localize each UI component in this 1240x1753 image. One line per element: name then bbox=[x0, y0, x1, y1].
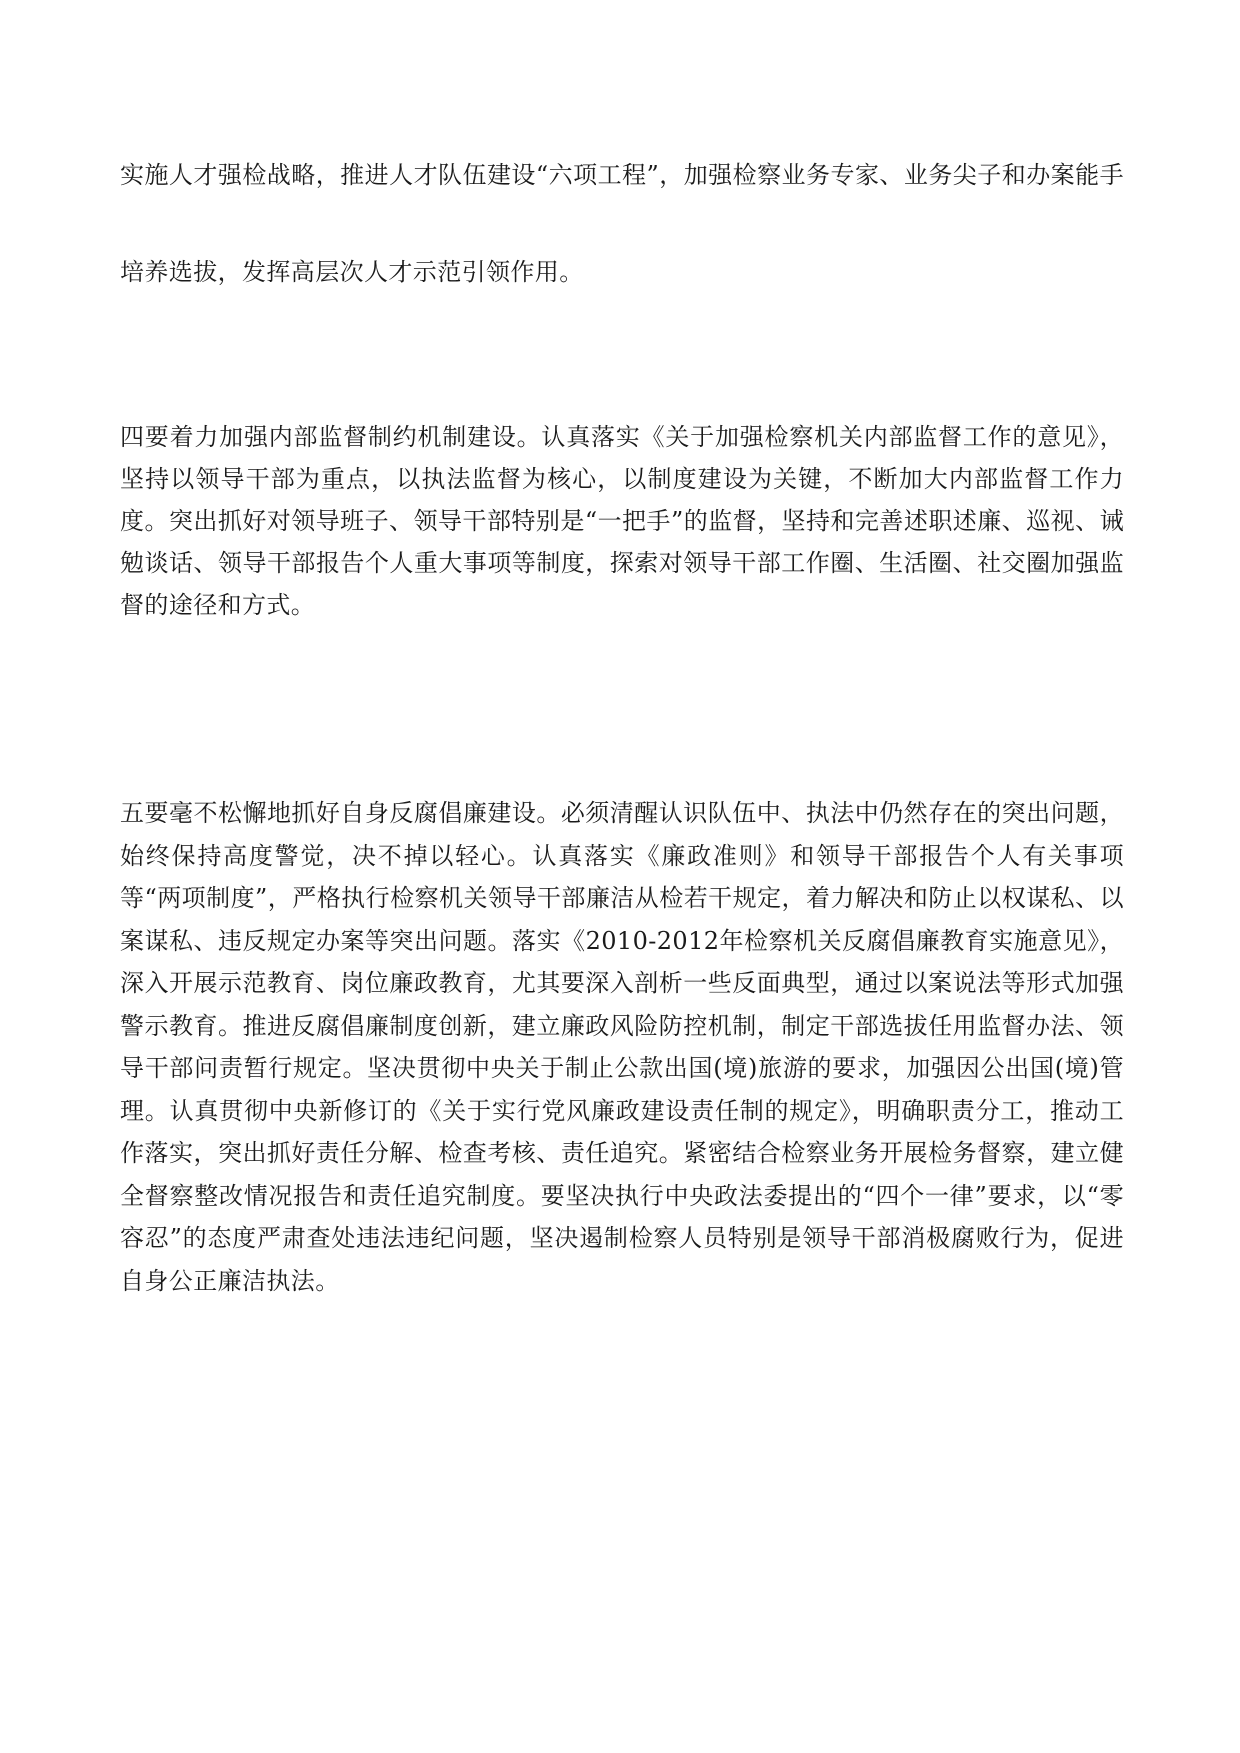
paragraph-talent-strategy: 实施人才强检战略，推进人才队伍建设“六项工程”，加强检察业务专家、业务尖子和办案能手培养选拔，发挥高层次人才示范引领作用。 bbox=[120, 161, 1124, 286]
paragraph-anti-corruption: 五要毫不松懈地抓好自身反腐倡廉建设。必须清醒认识队伍中、执法中仍然存在的突出问题，始终保持高度警觉，决不掉以轻心。认真落实《廉政准则》和领导干部报告个人有关事项等“两项制度”，严格执行检察机关领导干部廉洁从检若干规定，着力解决和防止以权谋私、以案谋私、违反规定办案等突出问题。落实《2010-2012年检察机关反腐倡廉教育实施意见》，深入开展示范教育、岗位廉政教育，尤其要深入剖析一些反面典型，通过以案说法等形式加强警示教育。推进反腐倡廉制度创新，建立廉政风险防控机制，制定干部选拔任用监督办法、领导干部问责暂行规定。坚决贯彻中央关于制止公款出国(境)旅游的要求，加强因公出国(境)管理。认真贯彻中央新修订的《关于实行党风廉政建设责任制的规定》，明确职责分工，推动工作落实，突出抓好责任分解、检查考核、责任追究。紧密结合检察业务开展检务督察，建立健全督察整改情况报告和责任追究制度。要坚决执行中央政法委提出的“四个一律”要求，以“零容忍”的态度严肃查处违法违纪问题，坚决遏制检察人员特别是领导干部消极腐败行为，促进自身公正廉洁执法。 bbox=[120, 799, 1124, 1295]
paragraph-internal-supervision: 四要着力加强内部监督制约机制建设。认真落实《关于加强检察机关内部监督工作的意见》，坚持以领导干部为重点，以执法监督为核心，以制度建设为关键，不断加大内部监督工作力度。突出抓好对领导班子、领导干部特别是“一把手”的监督，坚持和完善述职述廉、巡视、诫勉谈话、领导干部报告个人重大事项等制度，探索对领导干部工作圈、生活圈、社交圈加强监督的途径和方式。 bbox=[120, 423, 1124, 619]
